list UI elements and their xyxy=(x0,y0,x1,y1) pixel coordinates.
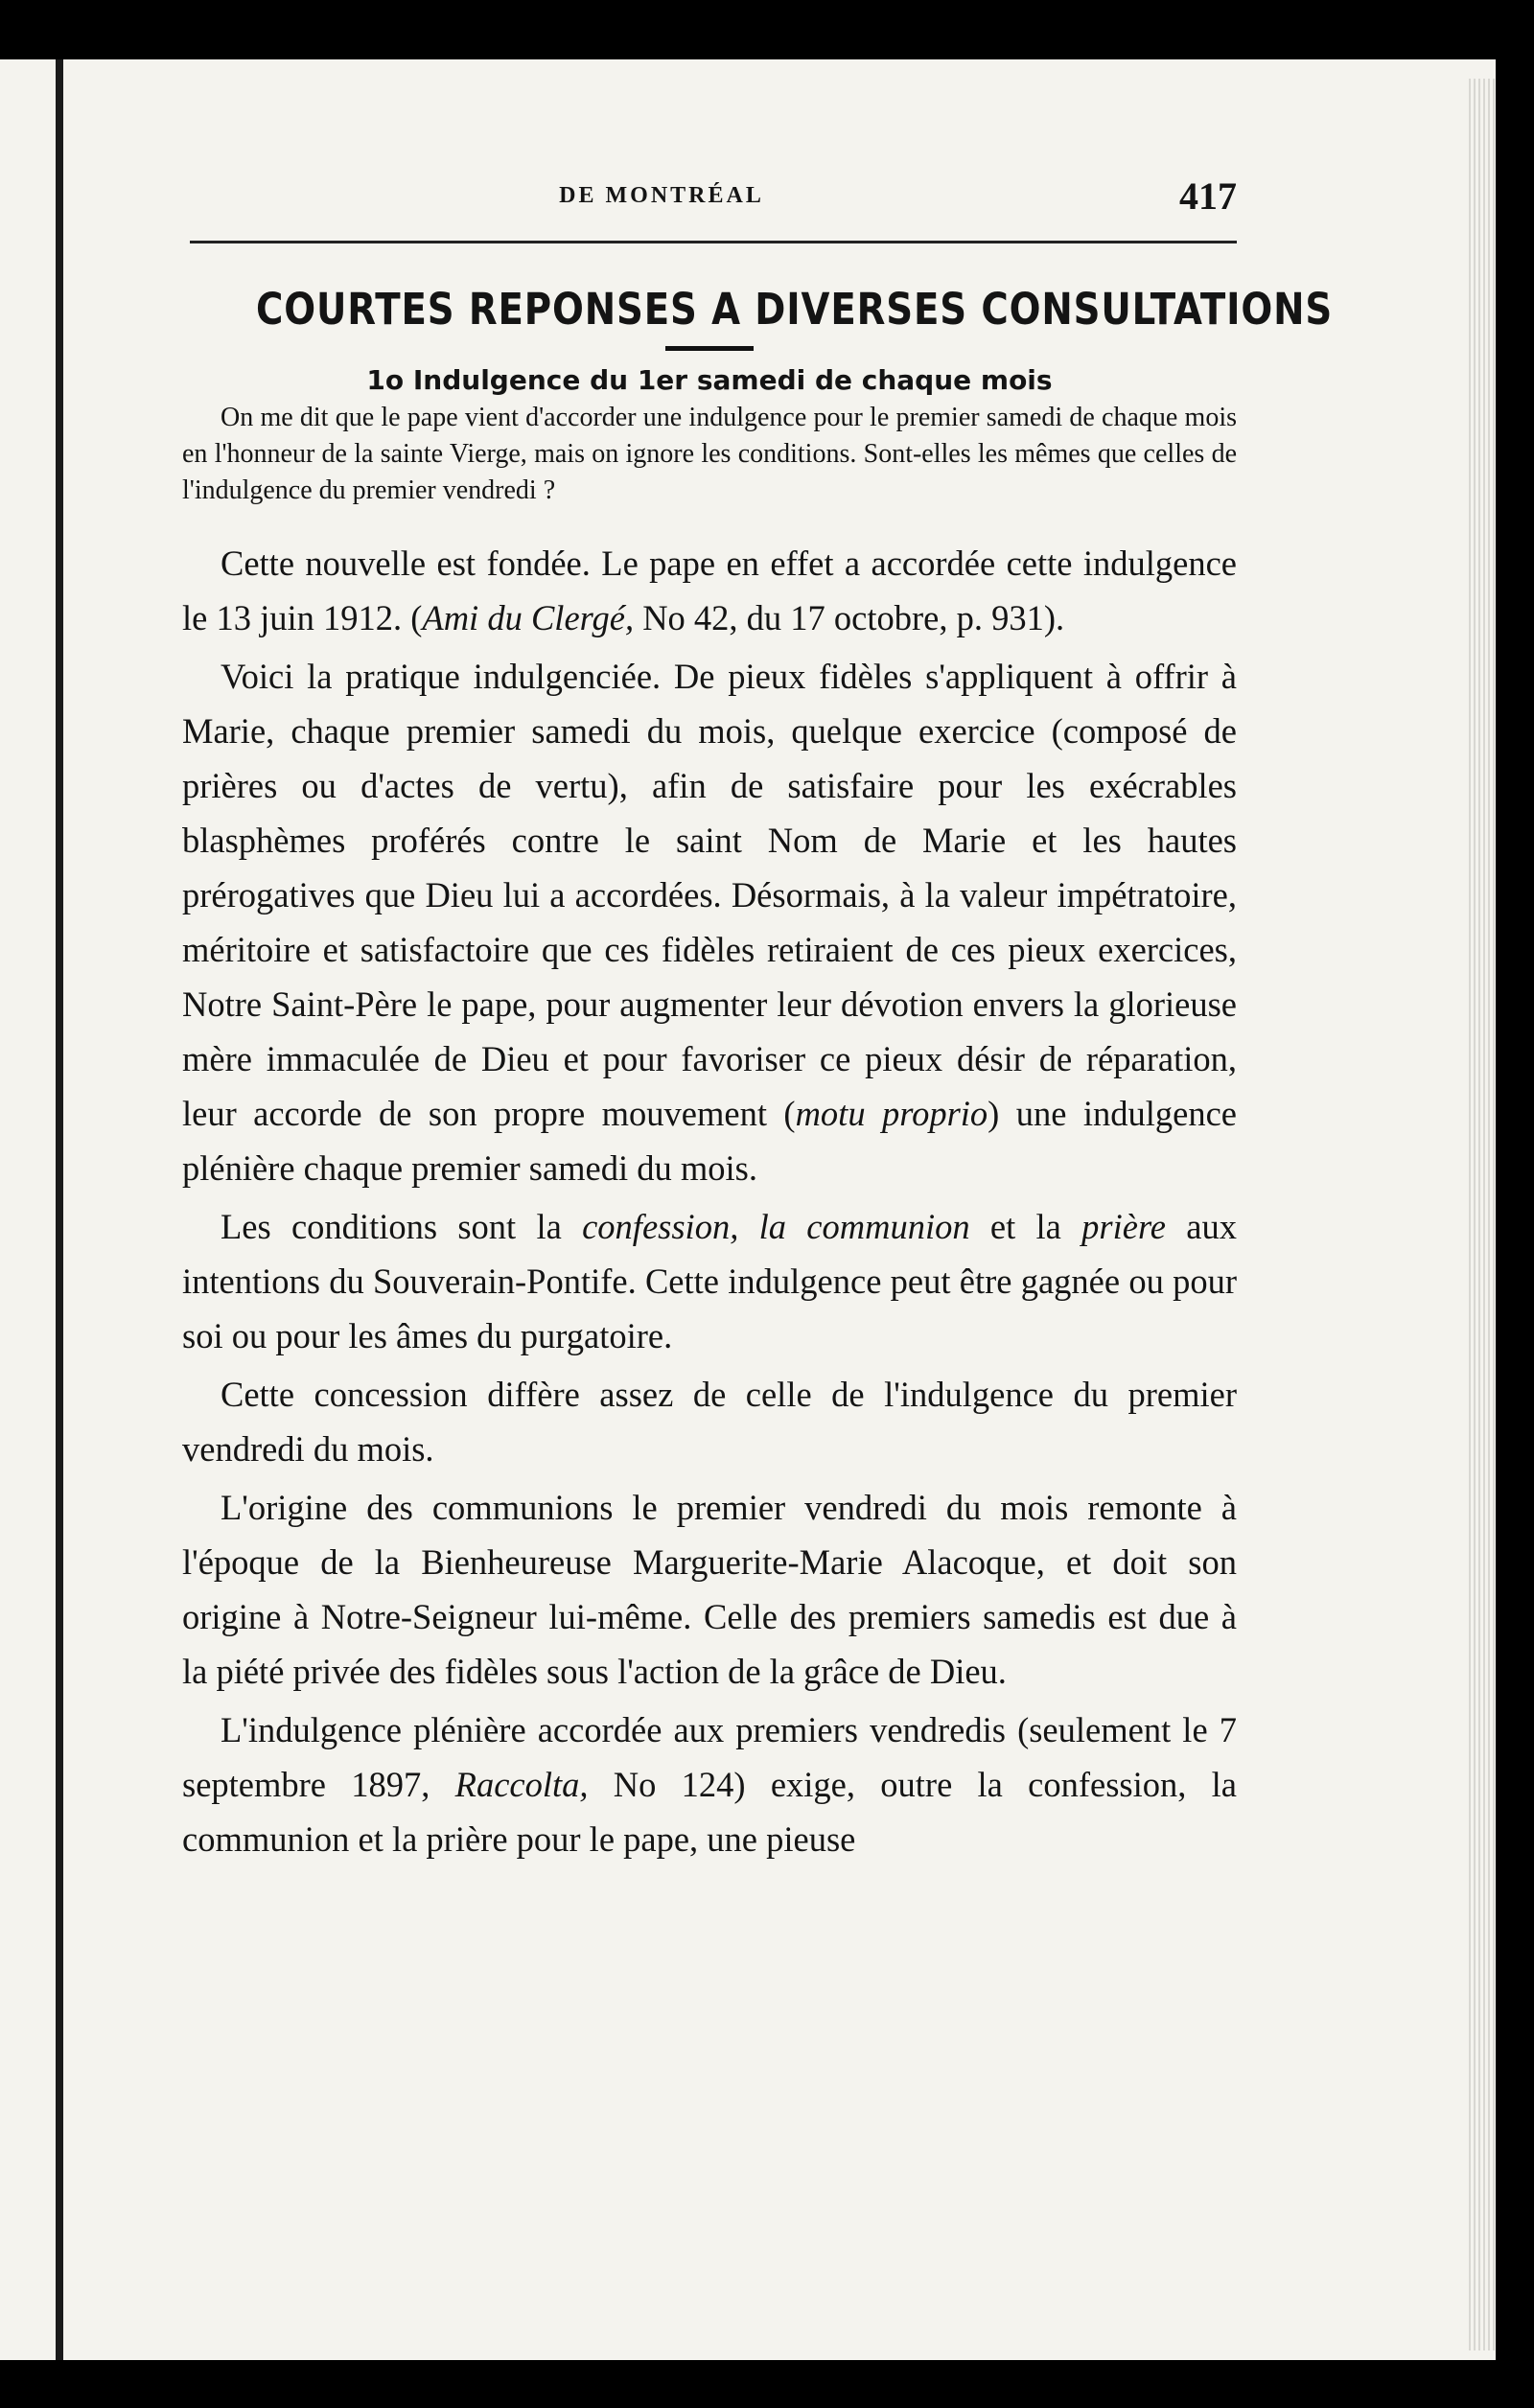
title-rule xyxy=(665,346,754,351)
paragraph-2-text: Voici la pratique indulgenciée. De pieux fidèles s'appliquent à offrir à Marie, chaque premier samedi du mois, quelque exercice (composé de prières ou d'actes de vertu), afin de satisfaire pour les exécrables blasphèmes proférés contre le saint Nom de Marie et les hautes prérogatives que Dieu lui a accordées. Désormais, à la valeur impétratoire, méritoire et satisfactoire que ces fidèles retiraient de ces pieux exercices, Notre Saint-Père le pape, pour augmenter leur dévotion envers la glorieuse mère immaculée de Dieu et pour favoriser ce pieux désir de réparation, leur accorde de son propre mouvement ( xyxy=(182,657,1237,1133)
paragraph-6 xyxy=(182,1702,1237,1866)
emphasis-conditions: confession, la communion xyxy=(582,1207,970,1246)
paragraph-4: Cette concession diffère assez de celle de l'indulgence du premier vendredi du mois. xyxy=(182,1375,1237,1469)
paragraph-2 xyxy=(182,649,1237,1195)
paragraph-3-text-mid: et la xyxy=(969,1207,1082,1246)
paragraph-3-text-end: aux intentions du Souverain-Pontife. Cette indulgence peut être gagnée ou pour soi ou pour les âmes du purgatoire. xyxy=(182,1207,1238,1355)
paragraph-6-text: L'indulgence plénière accordée aux premiers vendredis (seulement le 7 septembre 1897, xyxy=(182,1710,1237,1804)
book-page xyxy=(0,59,1496,2360)
section-subtitle: 1o Indulgence du 1er samedi de chaque mois xyxy=(366,364,1053,396)
question-text: On me dit que le pape vient d'accorder une indulgence pour le premier samedi de chaque mois en l'honneur de la sainte Vierge, mais on ignore les conditions. Sont-elles les mêmes que celles de l'indulgence du premier vendredi ? xyxy=(182,403,1237,505)
article-title: COURTES REPONSES A DIVERSES CONSULTATIONS xyxy=(256,284,1334,335)
latin-phrase: motu proprio xyxy=(795,1094,988,1133)
page-edges xyxy=(1469,79,1496,2350)
header-rule xyxy=(190,241,1237,243)
paragraph-1-text: Cette nouvelle est fondée. Le pape en effet a accordée cette indulgence le 13 juin 1912. ( xyxy=(182,544,1237,637)
emphasis-priere: prière xyxy=(1081,1207,1167,1246)
paragraph-1 xyxy=(182,536,1237,645)
paragraph-2-text-end: ) une indulgence plénière chaque premier samedi du mois. xyxy=(182,1094,1237,1188)
page-number: 417 xyxy=(1179,174,1237,218)
paragraph-1-text-end: No 42, du 17 octobre, p. 931). xyxy=(634,598,1065,637)
page-content xyxy=(182,174,1334,1866)
running-head xyxy=(182,174,1237,237)
paragraph-3 xyxy=(182,1199,1237,1363)
citation-title: Ami du Clergé, xyxy=(422,598,635,637)
paragraph-3-text: Les conditions sont la xyxy=(221,1207,583,1246)
paragraph-5: L'origine des communions le premier vendredi du mois remonte à l'époque de la Bienheureuse Marguerite-Marie Alacoque, et doit son origine à Notre-Seigneur lui-même. Celle des premiers samedis est due à la piété privée des fidèles sous l'action de la grâce de Dieu. xyxy=(182,1488,1237,1691)
paragraph-6-text-end: No 124) exige, outre la confession, la communion et la prière pour le pape, une pieuse xyxy=(182,1765,1237,1859)
citation-raccolta: Raccolta, xyxy=(454,1765,589,1804)
book-spine xyxy=(56,59,63,2360)
running-title: DE MONTRÉAL xyxy=(559,183,764,208)
